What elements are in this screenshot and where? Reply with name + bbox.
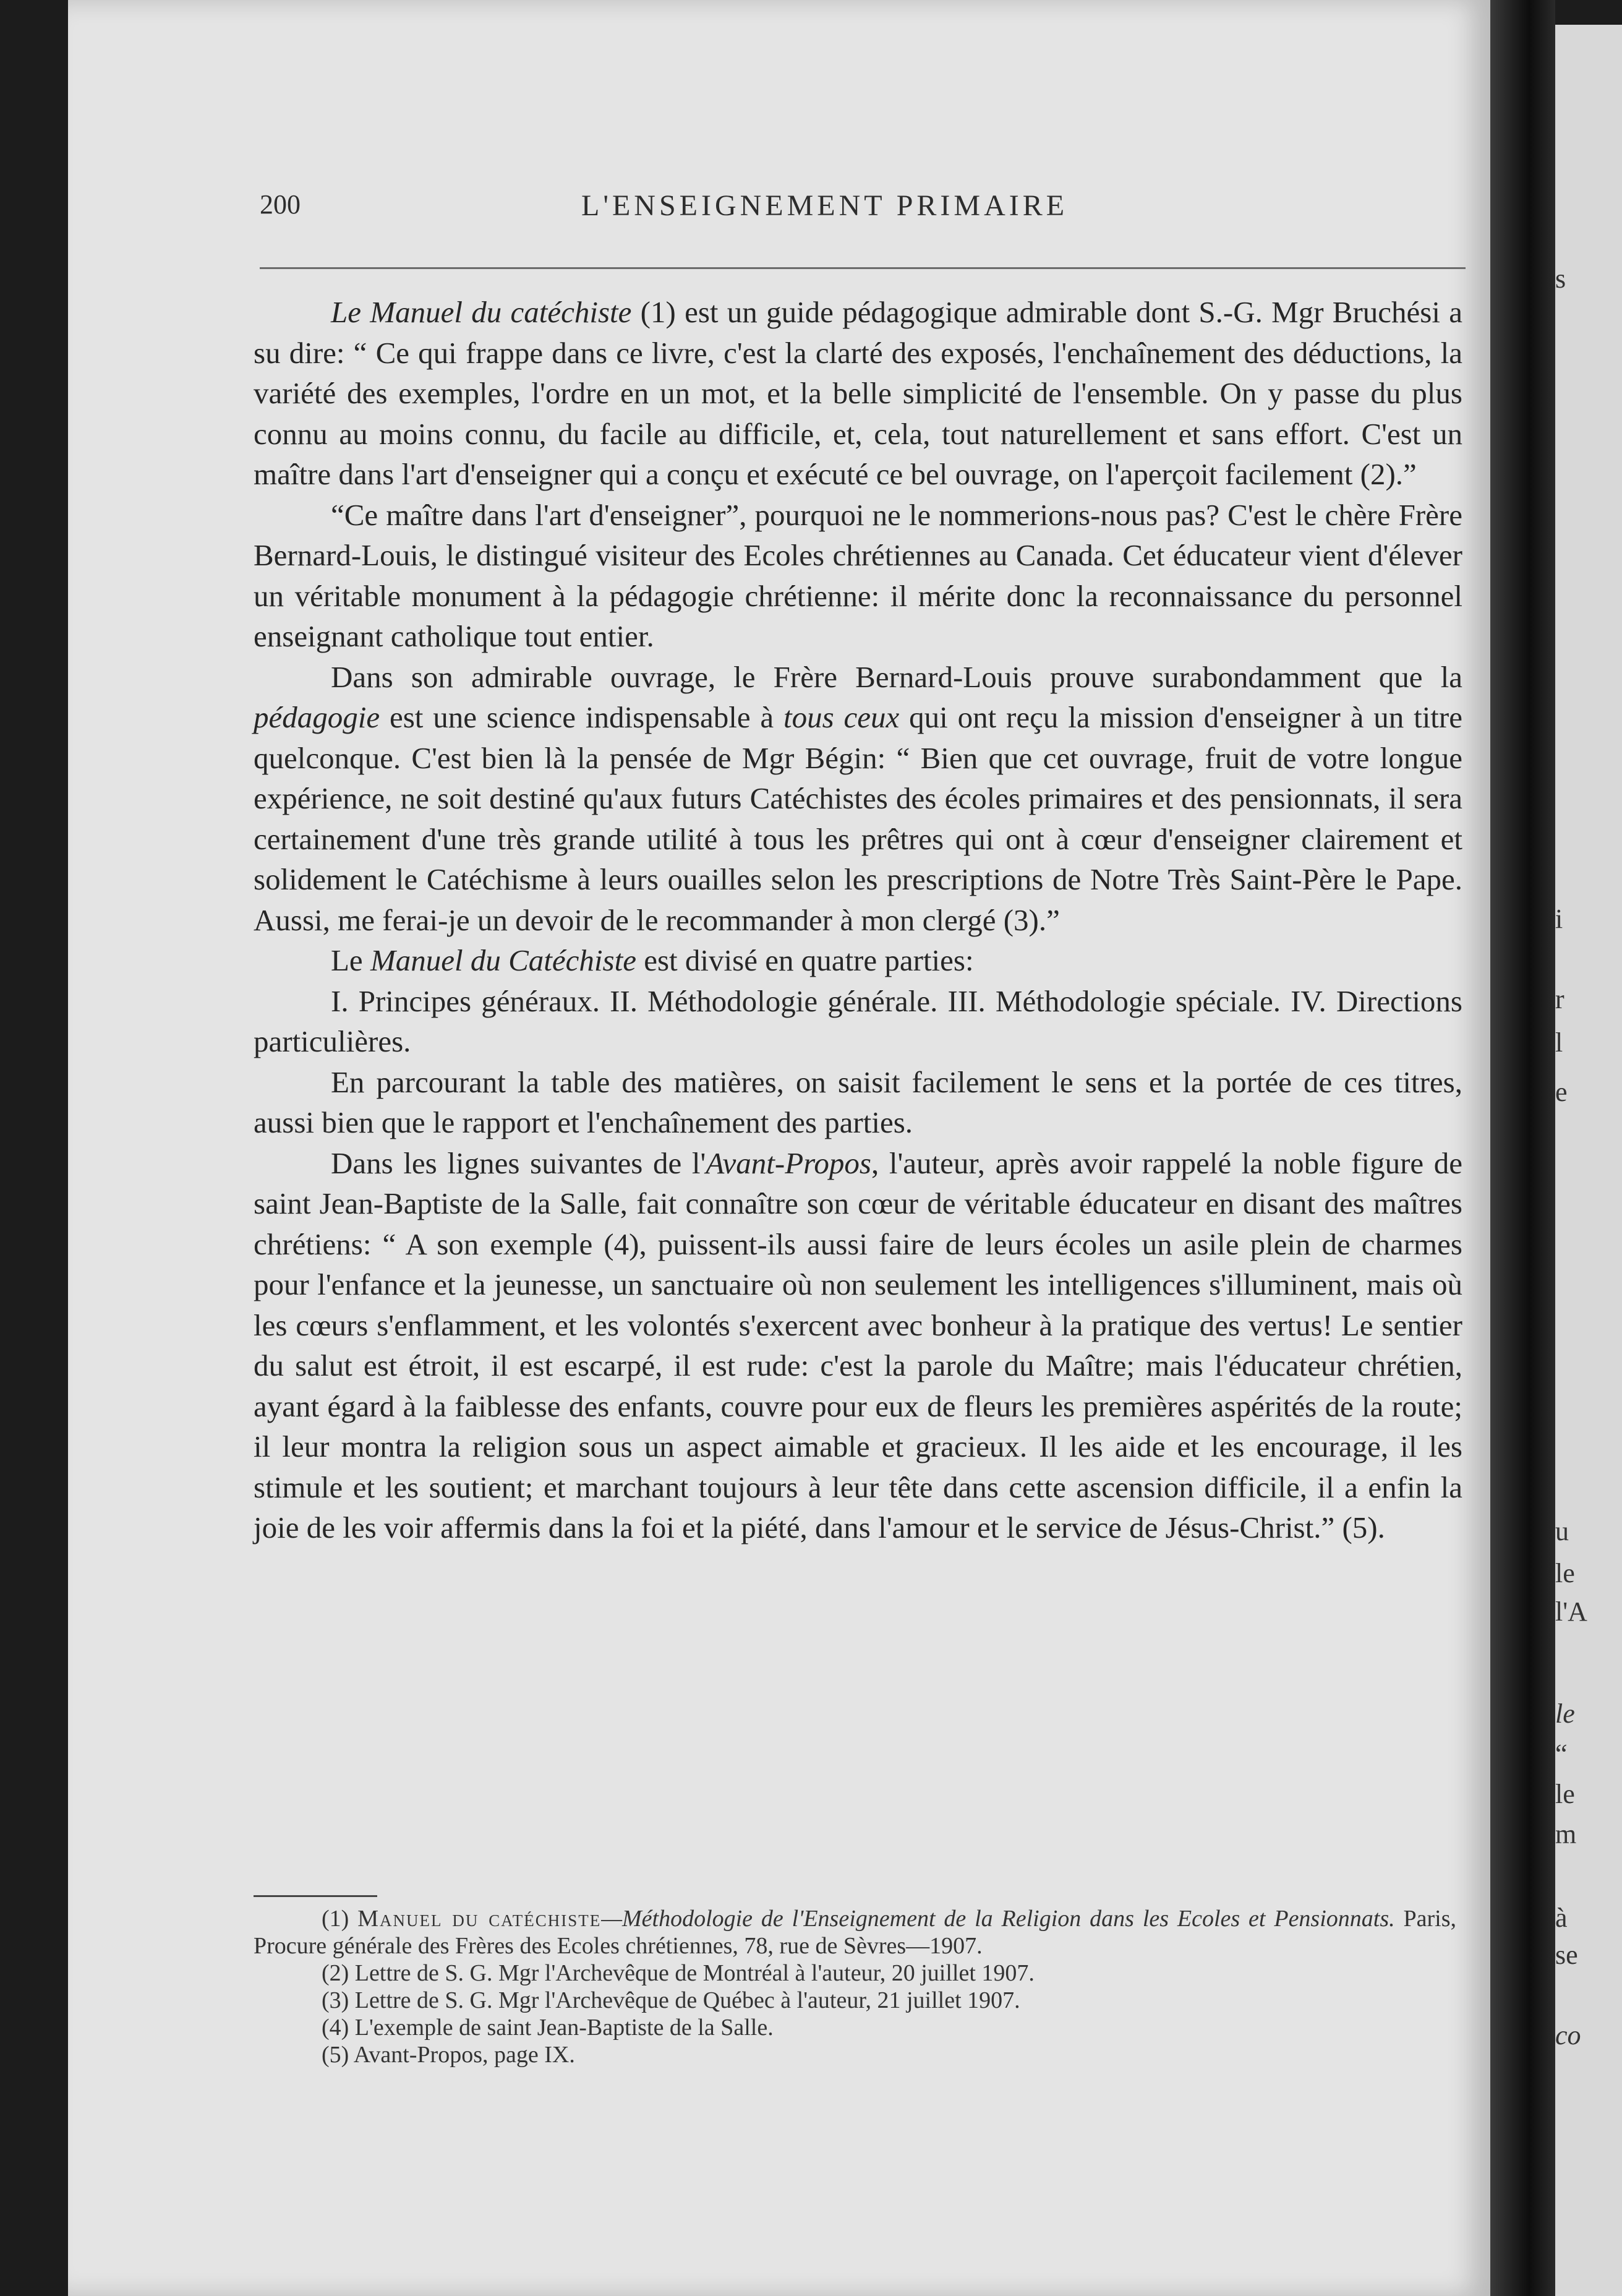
facing-page-fragment: le	[1555, 1558, 1575, 1588]
paragraph-3	[254, 657, 1462, 941]
facing-page-fragment: le	[1555, 1779, 1575, 1809]
facing-page-fragment: l'A	[1555, 1596, 1587, 1627]
footnote-number: (1)	[322, 1906, 349, 1932]
facing-page-fragment: se	[1555, 1940, 1578, 1970]
emphasis: tous ceux	[783, 700, 900, 734]
paragraph-7	[254, 1143, 1462, 1548]
paragraph-5: I. Principes généraux. II. Méthodologie générale. III. Méthodologie spéciale. IV. Directions particulières.	[254, 983, 1462, 1058]
facing-page-fragment: à	[1555, 1903, 1568, 1933]
body-text	[254, 292, 1462, 1548]
footnote-subtitle: —Méthodologie de l'Enseignement de la Religion dans les Ecoles et Pensionnats.	[601, 1906, 1395, 1932]
footnote-4: (4) L'exemple de saint Jean-Baptiste de la Salle.	[322, 2015, 774, 2041]
paragraph-2: “Ce maître dans l'art d'enseigner”, pourquoi ne le nommerions-nous pas? C'est le chère Frère Bernard-Louis, le distingué visiteur des Ecoles chrétiennes au Canada. Cet éducateur vient d'élever un véritable monument à la pédagogie chrétienne: il mérite donc la reconnaissance du personnel enseignant catholique tout entier.	[254, 497, 1462, 653]
footnote-rule	[254, 1895, 377, 1897]
paragraph-text: qui ont reçu la mission d'enseigner à un titre quelconque. C'est bien là la pensée de Mgr Bégin: “ Bien que cet ouvrage, fruit de votre longue expérience, ne soit destiné qu'aux futurs Catéchistes des écoles primaires et des pensionnats, il sera certainement d'une très grande utilité à tous les prêtres qui ont à cœur d'enseigner clairement et solidement le Catéchisme à leurs ouailles selon les prescriptions de Notre Très Saint-Père le Pape. Aussi, me ferai-je un devoir de le recommander à mon clergé (3).”	[254, 700, 1462, 937]
footnotes	[254, 1905, 1456, 2068]
running-title: L'ENSEIGNEMENT PRIMAIRE	[581, 189, 1069, 222]
header-rule	[260, 267, 1466, 269]
book-title: Manuel du Catéchiste	[370, 943, 636, 977]
facing-page-edge	[1555, 25, 1622, 2296]
facing-page-fragment: le	[1555, 1698, 1575, 1729]
facing-page-fragment: e	[1555, 1077, 1568, 1107]
paragraph-text: Dans son admirable ouvrage, le Frère Bernard-Louis prouve surabondamment que la	[331, 659, 1462, 694]
footnote-2: (2) Lettre de S. G. Mgr l'Archevêque de Montréal à l'auteur, 20 juillet 1907.	[322, 1960, 1035, 1986]
paragraph-text: est divisé en quatre parties:	[636, 943, 974, 977]
facing-page-fragment: r	[1555, 984, 1564, 1014]
facing-page-fragment: u	[1555, 1516, 1569, 1546]
paragraph-text: , l'auteur, après avoir rappelé la noble figure de saint Jean-Baptiste de la Salle, fait connaître son cœur de véritable éducateur en disant des maîtres chrétiens: “ A son exemple (4), puissent-ils aussi faire de leurs écoles un asile plein de charmes pour l'enfance et la jeunesse, un sanctuaire où non seulement les intelligences s'illuminent, mais où les cœurs s'enflamment, et les volontés s'exercent avec bonheur à la pratique des vertus! Le sentier du salut est étroit, il est escarpé, il est rude: c'est la parole du Maître; mais l'éducateur chrétien, ayant égard à la faiblesse des enfants, couvre pour eux de fleurs les premières aspérités de la route; il leur montra la religion sous un aspect aimable et gracieux. Il les aide et les encourage, il les stimule et les soutient; et marchant toujours à leur tête dans cette ascension difficile, il a enfin la joie de les voir affermis dans la foi et la piété, dans l'amour et le service de Jésus-Christ.” (5).	[254, 1146, 1463, 1544]
running-head	[260, 189, 1466, 226]
paragraph-text: Dans les lignes suivantes de l'	[331, 1146, 706, 1180]
paragraph-6: En parcourant la table des matières, on saisit facilement le sens et la portée de ces titres, aussi bien que le rapport et l'enchaînement des parties.	[254, 1064, 1462, 1139]
footnote-title: Manuel du catéchiste	[357, 1906, 602, 1932]
paragraph-text: Le	[331, 943, 370, 977]
facing-page-fragment: l	[1555, 1027, 1563, 1058]
page-number: 200	[260, 189, 301, 220]
footnote-5: (5) Avant-Propos, page IX.	[322, 2042, 575, 2068]
footnote-text: Paris, Procure générale des Frères des Ecoles chrétiennes, 78, rue de Sèvres—1907.	[254, 1906, 1456, 1959]
paragraph-text: (1) est un guide pédagogique admirable dont S.-G. Mgr Bruchési a su dire: “ Ce qui frappe dans ce livre, c'est la clarté des exposés, l'enchaînement des déductions, la variété des exemples, l'ordre en un mot, et la belle simplicité de l'ensemble. On y passe du plus connu au moins connu, du facile au difficile, et, cela, tout naturellement et sans effort. C'est un maître dans l'art d'enseigner qui a conçu et exécuté ce bel ouvrage, on l'aperçoit facilement (2).”	[254, 295, 1462, 491]
paragraph-4	[254, 940, 1462, 981]
facing-page-fragment: m	[1555, 1819, 1577, 1849]
footnote-1	[254, 1905, 1456, 1960]
facing-page-fragment: s	[1555, 263, 1566, 294]
facing-page-fragment: co	[1555, 2020, 1581, 2050]
facing-page-fragment: i	[1555, 904, 1563, 934]
book-gutter	[1490, 0, 1555, 2296]
emphasis: pédagogie	[254, 700, 380, 734]
facing-page-fragment: “	[1555, 1739, 1568, 1769]
paragraph-1	[254, 292, 1462, 495]
book-title: Le Manuel du catéchiste	[331, 295, 632, 329]
emphasis: Avant-Propos	[706, 1146, 871, 1180]
footnote-3: (3) Lettre de S. G. Mgr l'Archevêque de Québec à l'auteur, 21 juillet 1907.	[322, 1987, 1020, 2013]
paragraph-text: est une science indispensable à	[380, 700, 784, 734]
